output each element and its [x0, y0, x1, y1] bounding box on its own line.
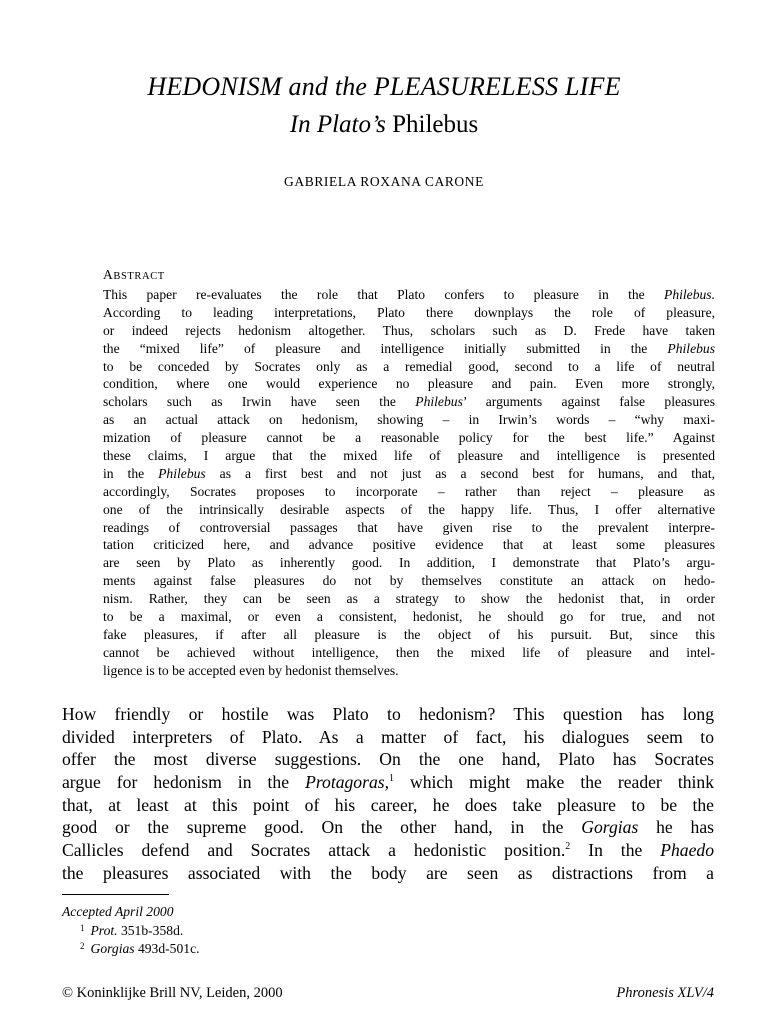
body-line: divided interpreters of Plato. As a matter of fact, his dialogues seem to	[62, 726, 714, 747]
article-title: HEDONISM and the PLEASURELESS LIFE	[147, 72, 621, 101]
abstract-line: nism. Rather, they can be seen as a strategy to show the hedonist that, in order	[103, 591, 715, 607]
body-line: good or the supreme good. On the other hand, in the Gorgias he has	[62, 817, 714, 838]
abstract-heading: ABSTRACT	[103, 267, 165, 282]
abstract-line: accordingly, Socrates proposes to incorporate – rather than reject – pleasure as	[103, 483, 715, 499]
abstract-line: condition, where one would experience no pleasure and pain. Even more strongly,	[103, 376, 715, 392]
abstract-line: these claims, I argue that the mixed life of pleasure and intelligence is presented	[103, 448, 715, 464]
abstract-line: ligence is to be accepted even by hedonist themselves.	[103, 662, 399, 678]
body-line: that, at least at this point of his career, he does take pleasure to be the	[62, 794, 714, 815]
abstract-line: scholars such as Irwin have seen the Philebus’ arguments against false pleasures	[103, 394, 715, 410]
abstract-line: tation criticized here, and advance positive evidence that at least some pleasures	[103, 537, 715, 553]
body-text	[62, 703, 714, 885]
abstract-line: fake pleasures, if after all pleasure is the object of his pursuit. But, since this	[103, 626, 715, 642]
abstract-line: readings of controversial passages that have given rise to the prevalent interpre-	[103, 519, 715, 535]
abstract-line: one of the intrinsically desirable aspects of the happy life. Thus, I offer alternative	[103, 501, 715, 517]
body-line: the pleasures associated with the body are seen as distractions from a	[62, 862, 714, 883]
subtitle-work: Philebus	[392, 111, 479, 138]
journal-citation: Phronesis XLV/4	[616, 985, 714, 1001]
body-line: offer the most diverse suggestions. On the one hand, Plato has Socrates	[62, 749, 714, 770]
body-line: How friendly or hostile was Plato to hedonism? This question has long	[62, 704, 714, 724]
abstract-line: ments against false pleasures do not by themselves constitute an attack on hedo-	[103, 573, 715, 589]
footnote-2: $^2$ Gorgias 493d-501c.	[80, 941, 200, 956]
author-name: GABRIELA ROXANA CARONE	[284, 174, 484, 189]
abstract-line: are seen by Plato as inherently good. In addition, I demonstrate that Plato’s argu-	[103, 555, 715, 571]
body-line: Callicles defend and Socrates attack a hedonistic position.$^2$ In the Phaedo	[62, 840, 714, 861]
abstract-line: to be conceded by Socrates only as a remedial good, second to a life of neutral	[103, 358, 715, 374]
abstract-line: to be a maximal, or even a consistent, hedonist, he should go for true, and not	[103, 609, 715, 625]
footnote-rule	[62, 894, 169, 895]
abstract-line: According to leading interpretations, Plato there downplays the role of pleasure,	[103, 304, 715, 320]
abstract-line: cannot be achieved without intelligence, then the mixed life of pleasure and intel-	[103, 644, 715, 660]
abstract-line: This paper re-evaluates the role that Plato confers to pleasure in the Philebus.	[103, 287, 715, 302]
abstract-line: or indeed rejects hedonism altogether. Thus, scholars such as D. Frede have taken	[103, 322, 715, 338]
abstract-line: mization of pleasure cannot be a reasonable policy for the best life.” Against	[103, 430, 715, 446]
abstract-line: in the Philebus as a first best and not just as a second best for humans, and that,	[103, 465, 715, 481]
body-line: argue for hedonism in the Protagoras,$^1$ which might make the reader think	[62, 772, 714, 793]
abstract-text	[103, 286, 715, 680]
footnote-1: $^1$ Prot. 351b-358d.	[80, 923, 184, 938]
accepted-date: Accepted April 2000	[62, 904, 174, 919]
article-subtitle	[0, 108, 768, 142]
abstract-line: as an actual attack on hedonism, showing – in Irwin’s words – “why maxi-	[103, 412, 715, 428]
abstract-line: the “mixed life” of pleasure and intelligence initially submitted in the Philebus	[103, 340, 715, 356]
subtitle-italic: In Plato’s	[289, 111, 386, 138]
copyright-notice: © Koninklijke Brill NV, Leiden, 2000	[62, 985, 283, 1001]
